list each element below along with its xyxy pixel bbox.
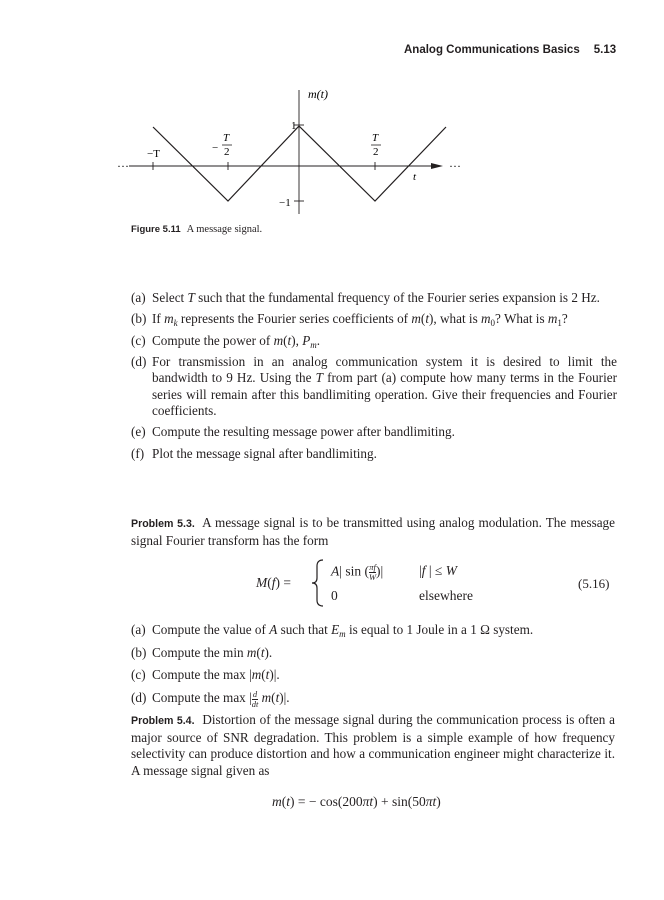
page-number: 5.13 <box>593 44 617 56</box>
part-label: (c) <box>131 667 146 683</box>
part-label: (b) <box>131 644 147 660</box>
part-label: (a) <box>131 290 146 305</box>
part-label: (d) <box>131 690 147 706</box>
part-text: Compute the power of m(t), $P_m$. <box>152 332 321 350</box>
figure-caption-text: A message signal. <box>186 224 263 235</box>
problem-5-2-parts <box>131 290 617 467</box>
figure-caption-label: Figure 5.11 <box>131 224 181 235</box>
problem-5-4-equation: m(t) = − cos(200πt) + sin(50πt) <box>272 794 441 809</box>
x-axis-label: t <box>413 171 417 183</box>
figure-caption <box>131 224 262 235</box>
equation-brace <box>310 558 326 608</box>
label-neg-half-T-sign: − <box>212 142 219 154</box>
list-item <box>131 311 617 327</box>
list-item <box>131 354 617 419</box>
part-text: Compute the value of A such that $E_m$ is equal to 1 Joule in a 1 Ω system. <box>152 622 534 639</box>
running-head-title: Analog Communications Basics <box>404 44 580 56</box>
part-label: (d) <box>131 354 147 370</box>
part-text: Compute the resulting message power after bandlimiting. <box>152 424 455 440</box>
part-text: If $m_k$ represents the Fourier series coefficients of m(t), what is $m_0$? What is $m_1$? <box>152 311 568 329</box>
y-axis-label: m(t) <box>308 87 328 101</box>
part-label: (f) <box>131 445 145 461</box>
problem-5-4-text: Distortion of the message signal during the communication process is often a major source of SNR degradation. This problem is a simple example of how frequency selectivity can produce distortion and how a communication engineer might characterize it. A message signal given as <box>131 712 616 778</box>
problem-5-3-text: A message signal is to be transmitted using analog modulation. The message signal Fourier transform has the form <box>131 515 616 548</box>
label-neg-half-T-num: T <box>223 132 230 144</box>
list-item <box>131 645 617 661</box>
equation-lhs: M(f) = <box>256 575 291 590</box>
part-text: Plot the message signal after bandlimiting. <box>152 445 377 461</box>
problem-5-3-heading: Problem 5.3. <box>131 518 195 530</box>
triangle-waveform <box>153 126 446 201</box>
label-neg-T: −T <box>147 148 160 160</box>
problem-5-3-parts <box>131 622 617 713</box>
part-text: Compute the max |m(t)|. <box>152 667 280 683</box>
list-item <box>131 290 617 306</box>
list-item <box>131 622 617 638</box>
label-neg-half-T-den: 2 <box>224 146 230 158</box>
problem-5-3-intro <box>131 515 615 549</box>
message-signal-figure <box>0 0 664 240</box>
equation-case-2-expr: 0 <box>331 588 338 603</box>
part-label: (e) <box>131 424 146 440</box>
x-axis-arrow <box>431 163 443 169</box>
equation-case-1-condition: |f | ≤ W <box>419 563 457 578</box>
part-text: Compute the min m(t). <box>152 644 273 660</box>
label-half-T-num: T <box>372 132 379 144</box>
part-text: Select T such that the fundamental frequency of the Fourier series expansion is 2 Hz. <box>152 290 600 305</box>
problem-5-4-heading: Problem 5.4. <box>131 715 195 727</box>
right-ellipsis: ··· <box>449 159 461 173</box>
equation-case-2-condition: elsewhere <box>419 588 473 603</box>
list-item <box>131 424 617 440</box>
list-item <box>131 446 617 462</box>
part-text: For transmission in an analog communication system it is desired to limit the bandwidth to 9 Hz. Using the T from part (a) compute how many terms in the Fourier series will remain after this bandlimiting operation. Give their frequencies and Fourier coefficients. <box>152 354 617 418</box>
part-label: (c) <box>131 332 146 348</box>
part-label: (a) <box>131 622 146 637</box>
left-ellipsis: ··· <box>117 159 129 173</box>
list-item <box>131 690 617 708</box>
label-half-T-den: 2 <box>373 146 379 158</box>
part-text: Compute the max | $\frac{d}{dt}$ m(t)|. <box>152 689 290 709</box>
label-neg-one: −1 <box>279 197 291 209</box>
equation-number: (5.16) <box>578 576 610 591</box>
list-item <box>131 667 617 683</box>
equation-case-1-expr: A| sin ( $\frac{\pi f}{W}$ )| <box>331 562 384 582</box>
label-one: 1 <box>291 120 297 132</box>
list-item <box>131 333 617 349</box>
problem-5-4 <box>131 712 615 779</box>
part-label: (b) <box>131 311 147 327</box>
